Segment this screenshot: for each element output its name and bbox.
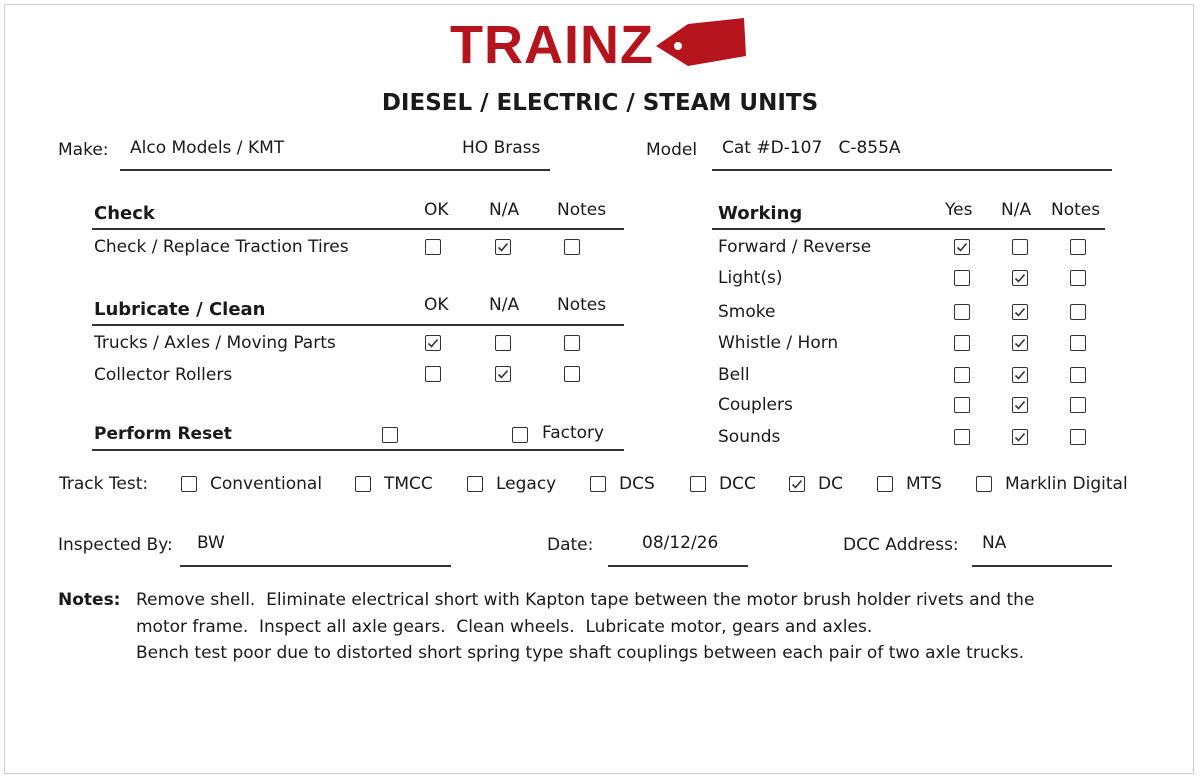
working-row-label: Forward / Reverse — [718, 237, 872, 257]
working-row-notes-checkbox[interactable] — [1070, 304, 1086, 320]
model-label: Model — [646, 140, 698, 160]
date-label: Date: — [547, 535, 594, 555]
working-row-label: Couplers — [718, 395, 793, 415]
track-test-legacy-checkbox[interactable] — [467, 476, 483, 492]
working-row-label: Light(s) — [718, 268, 783, 288]
lubricate-col-na: N/A — [489, 295, 520, 315]
date-value[interactable]: 08/12/26 — [642, 533, 719, 553]
perform-reset-checkbox[interactable] — [382, 427, 398, 443]
track-test-option-label: DCS — [619, 474, 655, 494]
lubricate-row-notes-checkbox[interactable] — [564, 335, 580, 351]
track-test-dcs-checkbox[interactable] — [590, 476, 606, 492]
brand-logo: TRAINZ — [450, 15, 654, 75]
lubricate-row-label: Collector Rollers — [94, 365, 233, 385]
track-test-mts-checkbox[interactable] — [877, 476, 893, 492]
factory-reset-label: Factory — [542, 423, 605, 443]
checkmark-icon — [497, 241, 509, 253]
checkmark-icon — [956, 241, 968, 253]
check-col-na: N/A — [489, 200, 520, 220]
working-col-yes: Yes — [945, 200, 973, 220]
check-row-ok-checkbox[interactable] — [425, 239, 441, 255]
lubricate-row-na-checkbox[interactable] — [495, 366, 511, 382]
track-test-option-label: Legacy — [496, 474, 557, 494]
working-row-na-checkbox[interactable] — [1012, 239, 1028, 255]
working-row-na-checkbox[interactable] — [1012, 367, 1028, 383]
working-col-notes: Notes — [1051, 200, 1101, 220]
working-row-notes-checkbox[interactable] — [1070, 367, 1086, 383]
working-heading: Working — [718, 203, 803, 224]
lubricate-row-label: Trucks / Axles / Moving Parts — [94, 333, 336, 353]
working-rule — [712, 228, 1105, 230]
check-col-ok: OK — [424, 200, 449, 220]
notes-line: Bench test poor due to distorted short spring type shaft couplings between each pair of two axle trucks. — [136, 643, 1025, 663]
date-underline — [608, 565, 748, 567]
working-row-notes-checkbox[interactable] — [1070, 270, 1086, 286]
lubricate-col-notes: Notes — [557, 295, 607, 315]
dcc-address-underline — [972, 565, 1112, 567]
lubricate-heading: Lubricate / Clean — [94, 299, 266, 320]
make-label: Make: — [58, 140, 109, 160]
working-row-yes-checkbox[interactable] — [954, 397, 970, 413]
model-underline — [712, 169, 1112, 171]
track-test-option-label: Conventional — [210, 474, 323, 494]
inspected-by-underline — [180, 565, 451, 567]
working-row-label: Smoke — [718, 302, 776, 322]
lubricate-col-ok: OK — [424, 295, 449, 315]
checkmark-icon — [1014, 431, 1026, 443]
check-row-na-checkbox[interactable] — [495, 239, 511, 255]
track-test-tmcc-checkbox[interactable] — [355, 476, 371, 492]
working-row-label: Whistle / Horn — [718, 333, 839, 353]
working-row-notes-checkbox[interactable] — [1070, 239, 1086, 255]
checkmark-icon — [1014, 399, 1026, 411]
make-underline — [120, 169, 550, 171]
check-row-label: Check / Replace Traction Tires — [94, 237, 349, 257]
track-test-dcc-checkbox[interactable] — [690, 476, 706, 492]
check-col-notes: Notes — [557, 200, 607, 220]
notes-line: motor frame. Inspect all axle gears. Clean wheels. Lubricate motor, gears and axles. — [136, 617, 873, 637]
working-row-na-checkbox[interactable] — [1012, 270, 1028, 286]
check-heading: Check — [94, 203, 155, 224]
working-row-yes-checkbox[interactable] — [954, 335, 970, 351]
checkmark-icon — [497, 368, 509, 380]
checkmark-icon — [791, 478, 803, 490]
check-row-notes-checkbox[interactable] — [564, 239, 580, 255]
checkmark-icon — [1014, 369, 1026, 381]
checkmark-icon — [1014, 337, 1026, 349]
lubricate-row-ok-checkbox[interactable] — [425, 366, 441, 382]
make-extra-value[interactable]: HO Brass — [462, 138, 541, 158]
checkmark-icon — [427, 337, 439, 349]
working-row-na-checkbox[interactable] — [1012, 397, 1028, 413]
working-row-notes-checkbox[interactable] — [1070, 397, 1086, 413]
notes-line: Remove shell. Eliminate electrical short with Kapton tape between the motor brush holder rivets and the — [136, 590, 1035, 610]
working-row-label: Sounds — [718, 427, 781, 447]
checkmark-icon — [1014, 272, 1026, 284]
check-rule — [92, 228, 624, 230]
working-row-yes-checkbox[interactable] — [954, 367, 970, 383]
working-col-na: N/A — [1001, 200, 1032, 220]
form-title: DIESEL / ELECTRIC / STEAM UNITS — [381, 90, 819, 116]
working-row-yes-checkbox[interactable] — [954, 239, 970, 255]
working-row-yes-checkbox[interactable] — [954, 270, 970, 286]
perform-reset-label: Perform Reset — [94, 424, 232, 444]
working-row-yes-checkbox[interactable] — [954, 304, 970, 320]
price-tag-icon — [648, 16, 748, 72]
track-test-option-label: TMCC — [384, 474, 433, 494]
track-test-option-label: MTS — [906, 474, 942, 494]
lubricate-row-ok-checkbox[interactable] — [425, 335, 441, 351]
make-value[interactable]: Alco Models / KMT — [130, 138, 285, 158]
track-test-label: Track Test: — [59, 474, 149, 494]
inspected-by-value[interactable]: BW — [197, 533, 225, 553]
checkmark-icon — [1014, 306, 1026, 318]
lubricate-row-notes-checkbox[interactable] — [564, 366, 580, 382]
working-row-na-checkbox[interactable] — [1012, 429, 1028, 445]
factory-reset-checkbox[interactable] — [512, 427, 528, 443]
working-row-notes-checkbox[interactable] — [1070, 429, 1086, 445]
track-test-option-label: DCC — [719, 474, 756, 494]
model-value[interactable]: Cat #D-107 C-855A — [722, 138, 901, 158]
dcc-address-label: DCC Address: — [843, 535, 959, 555]
lubricate-rule — [92, 324, 624, 326]
lubricate-row-na-checkbox[interactable] — [495, 335, 511, 351]
inspected-by-label: Inspected By: — [58, 535, 173, 555]
track-test-option-label: Marklin Digital — [1005, 474, 1128, 494]
working-row-yes-checkbox[interactable] — [954, 429, 970, 445]
working-row-na-checkbox[interactable] — [1012, 335, 1028, 351]
reset-rule — [92, 449, 624, 451]
working-row-na-checkbox[interactable] — [1012, 304, 1028, 320]
track-test-dc-checkbox[interactable] — [789, 476, 805, 492]
working-row-notes-checkbox[interactable] — [1070, 335, 1086, 351]
track-test-conventional-checkbox[interactable] — [181, 476, 197, 492]
working-row-label: Bell — [718, 365, 750, 385]
dcc-address-value[interactable]: NA — [982, 533, 1007, 553]
track-test-marklin-digital-checkbox[interactable] — [976, 476, 992, 492]
track-test-option-label: DC — [818, 474, 843, 494]
notes-label: Notes: — [58, 590, 121, 610]
